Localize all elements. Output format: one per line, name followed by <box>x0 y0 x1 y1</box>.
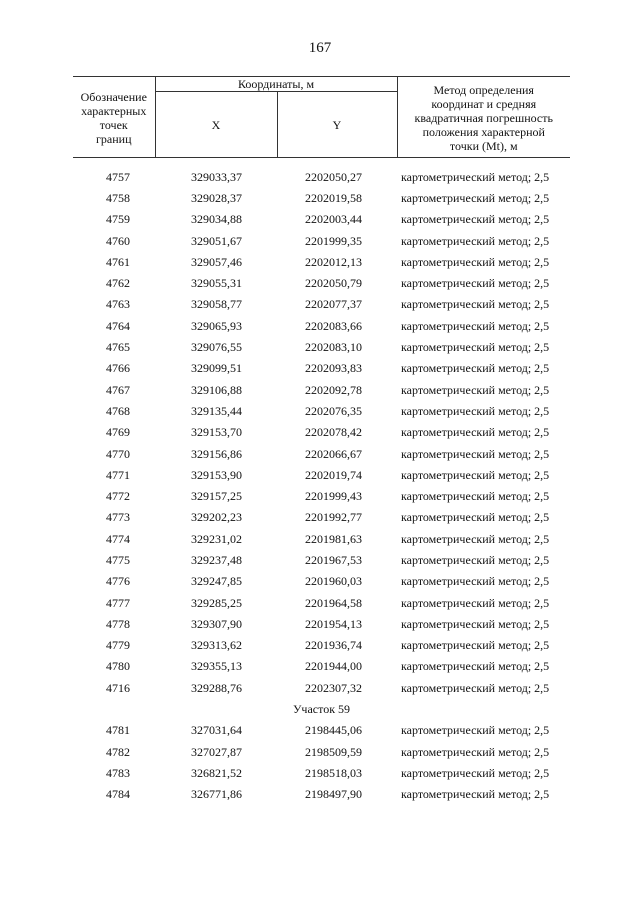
cell-y: 2201999,35 <box>305 233 362 248</box>
cell-y: 2198445,06 <box>305 723 362 738</box>
table-row <box>73 741 570 762</box>
cell-y: 2201981,63 <box>305 531 362 546</box>
table-row <box>73 443 570 464</box>
table-row <box>73 571 570 592</box>
cell-method: картометрический метод; 2,5 <box>401 425 550 440</box>
table-row <box>73 379 570 400</box>
cell-point: 4763 <box>106 297 130 312</box>
cell-method: картометрический метод; 2,5 <box>401 233 550 248</box>
cell-point: 4774 <box>106 531 130 546</box>
cell-method: картометрический метод; 2,5 <box>401 382 550 397</box>
cell-x: 329034,88 <box>191 212 242 227</box>
table-row <box>73 635 570 656</box>
cell-x: 327027,87 <box>191 744 242 759</box>
cell-y: 2201992,77 <box>305 510 362 525</box>
header-method <box>397 77 570 158</box>
cell-y: 2202066,67 <box>305 446 362 461</box>
cell-y: 2201936,74 <box>305 638 362 653</box>
cell-point: 4716 <box>106 680 130 695</box>
cell-y: 2202019,74 <box>305 467 362 482</box>
table-row <box>73 272 570 293</box>
cell-y: 2202083,66 <box>305 318 362 333</box>
cell-point: 4778 <box>106 616 130 631</box>
cell-x: 329202,23 <box>191 510 242 525</box>
cell-method: картометрический метод; 2,5 <box>401 467 550 482</box>
cell-method: картометрический метод; 2,5 <box>401 574 550 589</box>
cell-x: 329307,90 <box>191 616 242 631</box>
table-row <box>73 485 570 506</box>
header-point-line: границ <box>95 132 132 146</box>
cell-x: 329285,25 <box>191 595 242 610</box>
table-row <box>73 251 570 272</box>
table-row <box>73 528 570 549</box>
cell-point: 4761 <box>106 254 130 269</box>
cell-x: 329135,44 <box>191 403 242 418</box>
page-number: 167 <box>308 40 332 56</box>
header-method-line: положения характерной <box>422 125 545 139</box>
cell-point: 4782 <box>106 744 130 759</box>
cell-y: 2202092,78 <box>305 382 362 397</box>
cell-method: картометрический метод; 2,5 <box>401 446 550 461</box>
cell-point: 4758 <box>106 190 130 205</box>
header-point-designation <box>73 77 155 158</box>
coordinates-table <box>73 76 570 805</box>
header-y: Y <box>277 92 397 158</box>
cell-x: 327031,64 <box>191 723 242 738</box>
cell-point: 4766 <box>106 361 130 376</box>
header-x: X <box>155 92 277 158</box>
cell-method: картометрический метод; 2,5 <box>401 190 550 205</box>
cell-point: 4771 <box>106 467 130 482</box>
header-method-line: квадратичная погрешность <box>414 111 553 125</box>
cell-x: 329106,88 <box>191 382 242 397</box>
cell-x: 329313,62 <box>191 638 242 653</box>
table-body <box>73 158 570 805</box>
table-row <box>73 784 570 805</box>
cell-method: картометрический метод; 2,5 <box>401 297 550 312</box>
header-method-line: координат и средняя <box>431 97 537 111</box>
cell-x: 329058,77 <box>191 297 242 312</box>
cell-y: 2201964,58 <box>305 595 362 610</box>
cell-x: 329157,25 <box>191 489 242 504</box>
table-row <box>73 762 570 783</box>
cell-point: 4759 <box>106 212 130 227</box>
section-row <box>73 698 570 719</box>
cell-y: 2202078,42 <box>305 425 362 440</box>
cell-method: картометрический метод; 2,5 <box>401 276 550 291</box>
cell-y: 2202003,44 <box>305 212 362 227</box>
cell-point: 4767 <box>106 382 130 397</box>
cell-method: картометрический метод; 2,5 <box>401 361 550 376</box>
table-row <box>73 336 570 357</box>
cell-point: 4775 <box>106 552 130 567</box>
cell-y: 2198518,03 <box>305 765 362 780</box>
table-row <box>73 187 570 208</box>
cell-method: картометрический метод; 2,5 <box>401 169 550 184</box>
cell-point: 4776 <box>106 574 130 589</box>
cell-y: 2202050,79 <box>305 276 362 291</box>
cell-x: 329156,86 <box>191 446 242 461</box>
cell-point: 4765 <box>106 340 130 355</box>
cell-point: 4784 <box>106 787 130 802</box>
cell-x: 329231,02 <box>191 531 242 546</box>
table-row <box>73 230 570 251</box>
table-row <box>73 315 570 336</box>
cell-x: 329055,31 <box>191 276 242 291</box>
cell-y: 2201960,03 <box>305 574 362 589</box>
table-row <box>73 422 570 443</box>
header-point-line: Обозначение <box>80 90 147 104</box>
table-row <box>73 209 570 230</box>
cell-x: 329247,85 <box>191 574 242 589</box>
header-coordinates: Координаты, м <box>155 77 397 92</box>
cell-x: 329237,48 <box>191 552 242 567</box>
cell-y: 2202019,58 <box>305 190 362 205</box>
cell-y: 2202077,37 <box>305 297 362 312</box>
cell-x: 329153,90 <box>191 467 242 482</box>
cell-point: 4762 <box>106 276 130 291</box>
cell-x: 329051,67 <box>191 233 242 248</box>
cell-point: 4772 <box>106 489 130 504</box>
table-row <box>73 549 570 570</box>
cell-point: 4773 <box>106 510 130 525</box>
cell-x: 326821,52 <box>191 765 242 780</box>
cell-y: 2202083,10 <box>305 340 362 355</box>
table-row <box>73 613 570 634</box>
cell-x: 326771,86 <box>191 787 242 802</box>
cell-x: 329153,70 <box>191 425 242 440</box>
cell-method: картометрический метод; 2,5 <box>401 744 550 759</box>
header-point-line: характерных <box>81 104 147 118</box>
cell-point: 4770 <box>106 446 130 461</box>
cell-y: 2202307,32 <box>305 680 362 695</box>
cell-method: картометрический метод; 2,5 <box>401 552 550 567</box>
header-method-line: Метод определения <box>433 83 534 97</box>
cell-point: 4779 <box>106 638 130 653</box>
cell-x: 329033,37 <box>191 169 242 184</box>
cell-method: картометрический метод; 2,5 <box>401 638 550 653</box>
cell-method: картометрический метод; 2,5 <box>401 318 550 333</box>
cell-x: 329355,13 <box>191 659 242 674</box>
cell-method: картометрический метод; 2,5 <box>401 659 550 674</box>
table-row <box>73 592 570 613</box>
cell-method: картометрический метод; 2,5 <box>401 510 550 525</box>
cell-x: 329099,51 <box>191 361 242 376</box>
cell-y: 2198509,59 <box>305 744 362 759</box>
cell-method: картометрический метод; 2,5 <box>401 403 550 418</box>
cell-point: 4780 <box>106 659 130 674</box>
cell-method: картометрический метод; 2,5 <box>401 680 550 695</box>
cell-point: 4757 <box>106 169 130 184</box>
table-row <box>73 166 570 187</box>
section-title: Участок 59 <box>292 702 351 717</box>
cell-y: 2202093,83 <box>305 361 362 376</box>
cell-method: картометрический метод; 2,5 <box>401 340 550 355</box>
cell-point: 4769 <box>106 425 130 440</box>
cell-point: 4781 <box>106 723 130 738</box>
cell-point: 4768 <box>106 403 130 418</box>
header-method-line: точки (Mt), м <box>449 139 518 153</box>
cell-method: картометрический метод; 2,5 <box>401 254 550 269</box>
table-row <box>73 400 570 421</box>
cell-y: 2201944,00 <box>305 659 362 674</box>
table-row <box>73 464 570 485</box>
cell-x: 329065,93 <box>191 318 242 333</box>
cell-method: картометрический метод; 2,5 <box>401 531 550 546</box>
cell-y: 2201999,43 <box>305 489 362 504</box>
cell-y: 2202076,35 <box>305 403 362 418</box>
header-point-line: точек <box>99 118 128 132</box>
cell-method: картометрический метод; 2,5 <box>401 765 550 780</box>
cell-point: 4764 <box>106 318 130 333</box>
coordinates-table-container <box>73 76 570 805</box>
cell-method: картометрический метод; 2,5 <box>401 595 550 610</box>
cell-method: картометрический метод; 2,5 <box>401 212 550 227</box>
table-row <box>73 358 570 379</box>
table-row <box>73 507 570 528</box>
cell-y: 2198497,90 <box>305 787 362 802</box>
table-row <box>73 656 570 677</box>
table-row <box>73 677 570 698</box>
cell-method: картометрический метод; 2,5 <box>401 489 550 504</box>
cell-point: 4777 <box>106 595 130 610</box>
cell-x: 329076,55 <box>191 340 242 355</box>
cell-y: 2202050,27 <box>305 169 362 184</box>
cell-method: картометрический метод; 2,5 <box>401 787 550 802</box>
cell-method: картометрический метод; 2,5 <box>401 616 550 631</box>
cell-x: 329288,76 <box>191 680 242 695</box>
table-header <box>73 77 570 158</box>
cell-y: 2201967,53 <box>305 552 362 567</box>
cell-x: 329057,46 <box>191 254 242 269</box>
table-row <box>73 720 570 741</box>
table-row <box>73 294 570 315</box>
cell-method: картометрический метод; 2,5 <box>401 723 550 738</box>
cell-point: 4783 <box>106 765 130 780</box>
cell-y: 2202012,13 <box>305 254 362 269</box>
cell-x: 329028,37 <box>191 190 242 205</box>
cell-point: 4760 <box>106 233 130 248</box>
cell-y: 2201954,13 <box>305 616 362 631</box>
